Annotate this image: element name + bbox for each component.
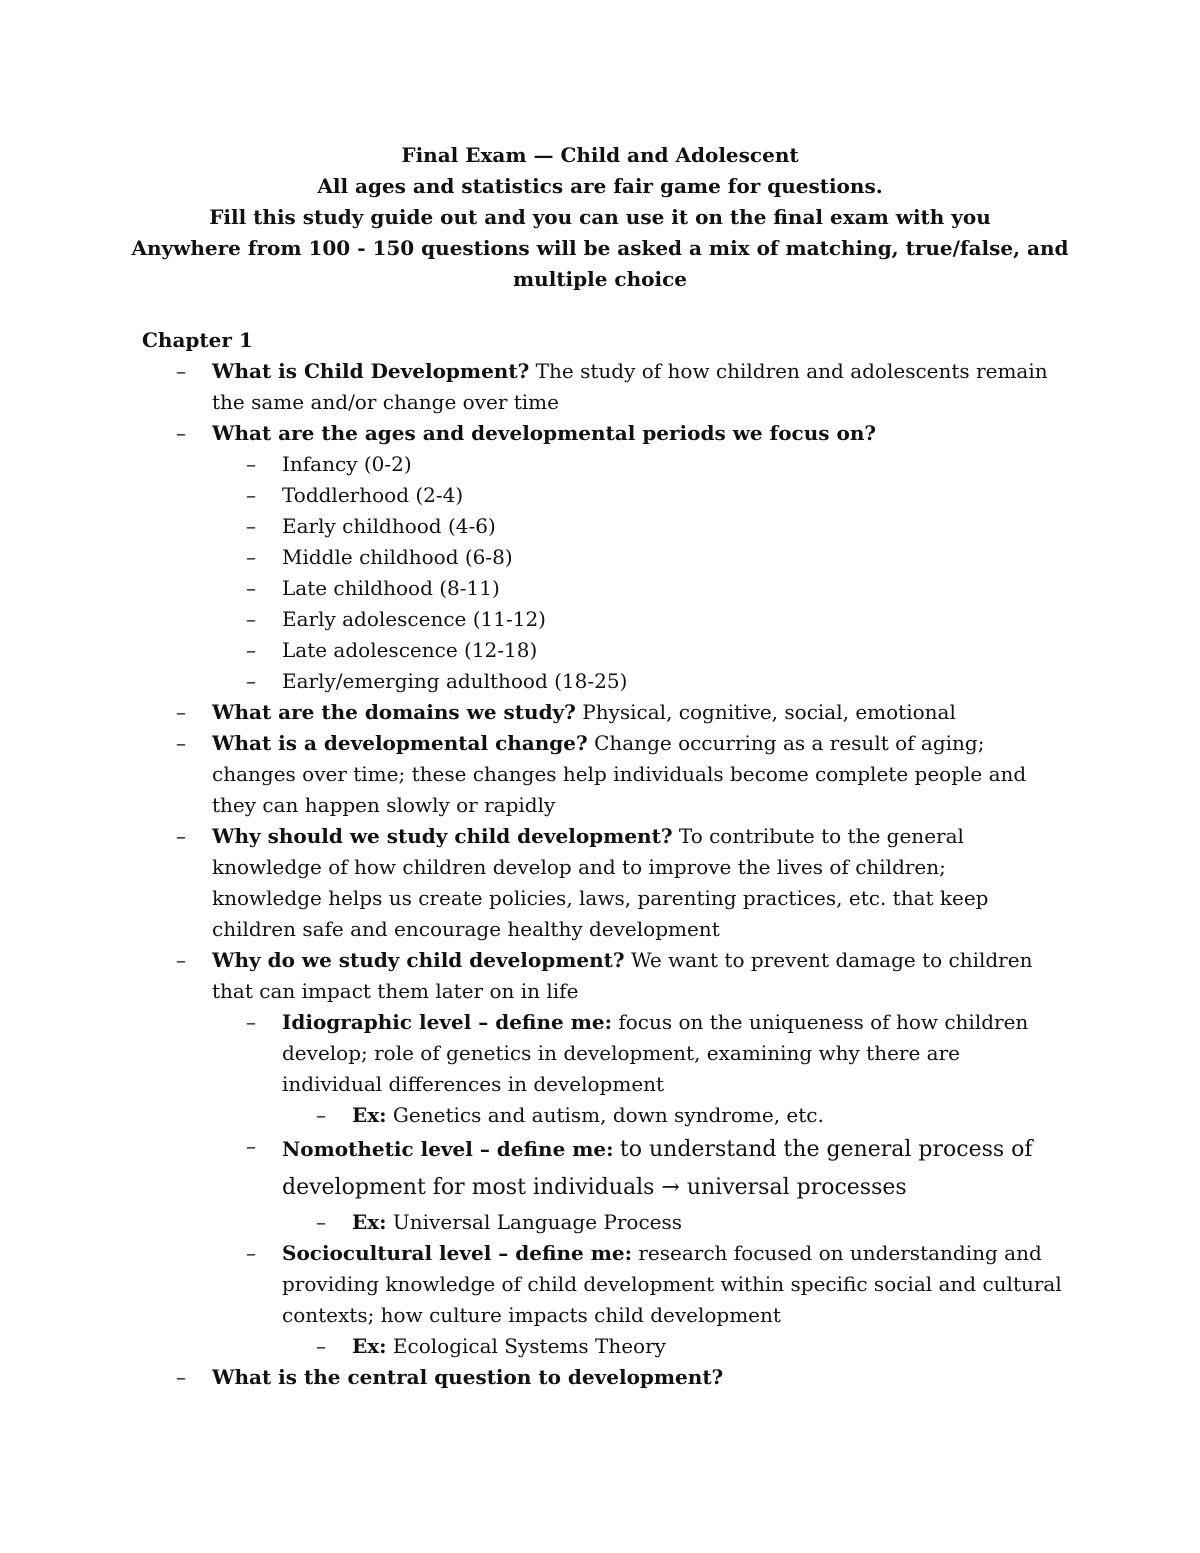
- list-item: [0, 418, 1060, 449]
- question-text: What are the domains we study?: [212, 700, 576, 724]
- period-item: [0, 573, 1062, 604]
- question-text: What is a developmental change?: [212, 731, 588, 755]
- study-guide-list: [0, 356, 1200, 1393]
- sub-item-nomothetic: [0, 1131, 1062, 1207]
- bullet-dash: –: [316, 1103, 326, 1127]
- bullet-dash: –: [246, 607, 256, 631]
- answer-text: The study of how children and adolescents remain the same and/or change over time: [212, 359, 1048, 414]
- question-text: Why do we study child development?: [212, 948, 625, 972]
- example-item: [0, 1331, 1052, 1362]
- period-item: [0, 604, 1062, 635]
- bullet-dash: –: [246, 452, 256, 476]
- term-label: Idiographic level – define me:: [282, 1010, 612, 1034]
- period-item: [0, 480, 1062, 511]
- bullet-dash: –: [176, 948, 186, 972]
- list-item: [0, 697, 1060, 728]
- period-text: Infancy (0-2): [282, 452, 412, 476]
- period-text: Late adolescence (12-18): [282, 638, 538, 662]
- bullet-dash: –: [176, 824, 186, 848]
- question-text: What are the ages and developmental periods we focus on?: [212, 421, 877, 445]
- question-text: What is the central question to development?: [212, 1365, 724, 1389]
- period-text: Early/emerging adulthood (18-25): [282, 669, 628, 693]
- header-line-study-guide: Fill this study guide out and you can use it on the final exam with you: [209, 205, 991, 229]
- period-text: Toddlerhood (2-4): [282, 483, 464, 507]
- example-label: Ex:: [352, 1210, 387, 1234]
- bullet-dash: –: [246, 669, 256, 693]
- bullet-dash: –: [176, 1365, 186, 1389]
- period-text: Late childhood (8-11): [282, 576, 500, 600]
- bullet-dash: –: [316, 1210, 326, 1234]
- header-line-ages: All ages and statistics are fair game for questions.: [317, 174, 883, 198]
- period-item: [0, 542, 1062, 573]
- term-definition: to understand the general process of development for most individuals → universal processes: [282, 1137, 1033, 1200]
- example-text: Universal Language Process: [392, 1210, 683, 1234]
- question-text: Why should we study child development?: [212, 824, 673, 848]
- bullet-dash: –: [316, 1334, 326, 1358]
- example-text: Ecological Systems Theory: [392, 1334, 666, 1358]
- period-item: [0, 449, 1062, 480]
- bullet-dash: –: [246, 576, 256, 600]
- bullet-dash: –: [246, 514, 256, 538]
- list-item: [0, 945, 1060, 1007]
- answer-text: To contribute to the general knowledge of how children develop and to improve the lives of children; knowledge helps us create policies, laws, parenting practices, etc. that keep children safe and encourage healthy development: [212, 824, 989, 941]
- sub-item-sociocultural: [0, 1238, 1062, 1331]
- chapter-heading: Chapter 1: [142, 328, 253, 352]
- bullet-dash: –: [246, 1134, 256, 1158]
- period-text: Middle childhood (6-8): [282, 545, 513, 569]
- period-text: Early adolescence (11-12): [282, 607, 546, 631]
- example-text: Genetics and autism, down syndrome, etc.: [392, 1103, 824, 1127]
- header-line-question-count: Anywhere from 100 - 150 questions will be asked a mix of matching, true/false, and multiple choice: [131, 236, 1069, 291]
- list-item: [0, 1362, 1060, 1393]
- term-label: Sociocultural level – define me:: [282, 1241, 632, 1265]
- example-label: Ex:: [352, 1103, 387, 1127]
- term-definition: focus on the uniqueness of how children develop; role of genetics in development, examining why there are individual differences in development: [282, 1010, 1029, 1096]
- bullet-dash: –: [246, 638, 256, 662]
- document-title: Final Exam — Child and Adolescent: [401, 143, 799, 167]
- bullet-dash: –: [246, 483, 256, 507]
- term-definition: research focused on understanding and providing knowledge of child development within specific social and cultural contexts; how culture impacts child development: [282, 1241, 1062, 1327]
- period-text: Early childhood (4-6): [282, 514, 496, 538]
- bullet-dash: –: [176, 731, 186, 755]
- answer-text: We want to prevent damage to children that can impact them later on in life: [212, 948, 1033, 1003]
- list-item: [0, 356, 1060, 418]
- list-item: [0, 728, 1060, 821]
- example-label: Ex:: [352, 1334, 387, 1358]
- period-item: [0, 511, 1062, 542]
- answer-text: Change occurring as a result of aging; changes over time; these changes help individuals become complete people and they can happen slowly or rapidly: [212, 731, 1027, 817]
- list-item: [0, 821, 1060, 945]
- answer-text: Physical, cognitive, social, emotional: [582, 700, 956, 724]
- bullet-dash: –: [176, 359, 186, 383]
- bullet-dash: –: [246, 1241, 256, 1265]
- period-item: [0, 635, 1062, 666]
- sub-item-idiographic: [0, 1007, 1062, 1100]
- term-label: Nomothetic level – define me:: [282, 1137, 614, 1161]
- period-item: [0, 666, 1062, 697]
- example-item: [0, 1207, 1052, 1238]
- question-text: What is Child Development?: [212, 359, 530, 383]
- bullet-dash: –: [246, 545, 256, 569]
- bullet-dash: –: [176, 700, 186, 724]
- bullet-dash: –: [176, 421, 186, 445]
- document-header: [100, 140, 1100, 295]
- example-item: [0, 1100, 1052, 1131]
- bullet-dash: –: [246, 1010, 256, 1034]
